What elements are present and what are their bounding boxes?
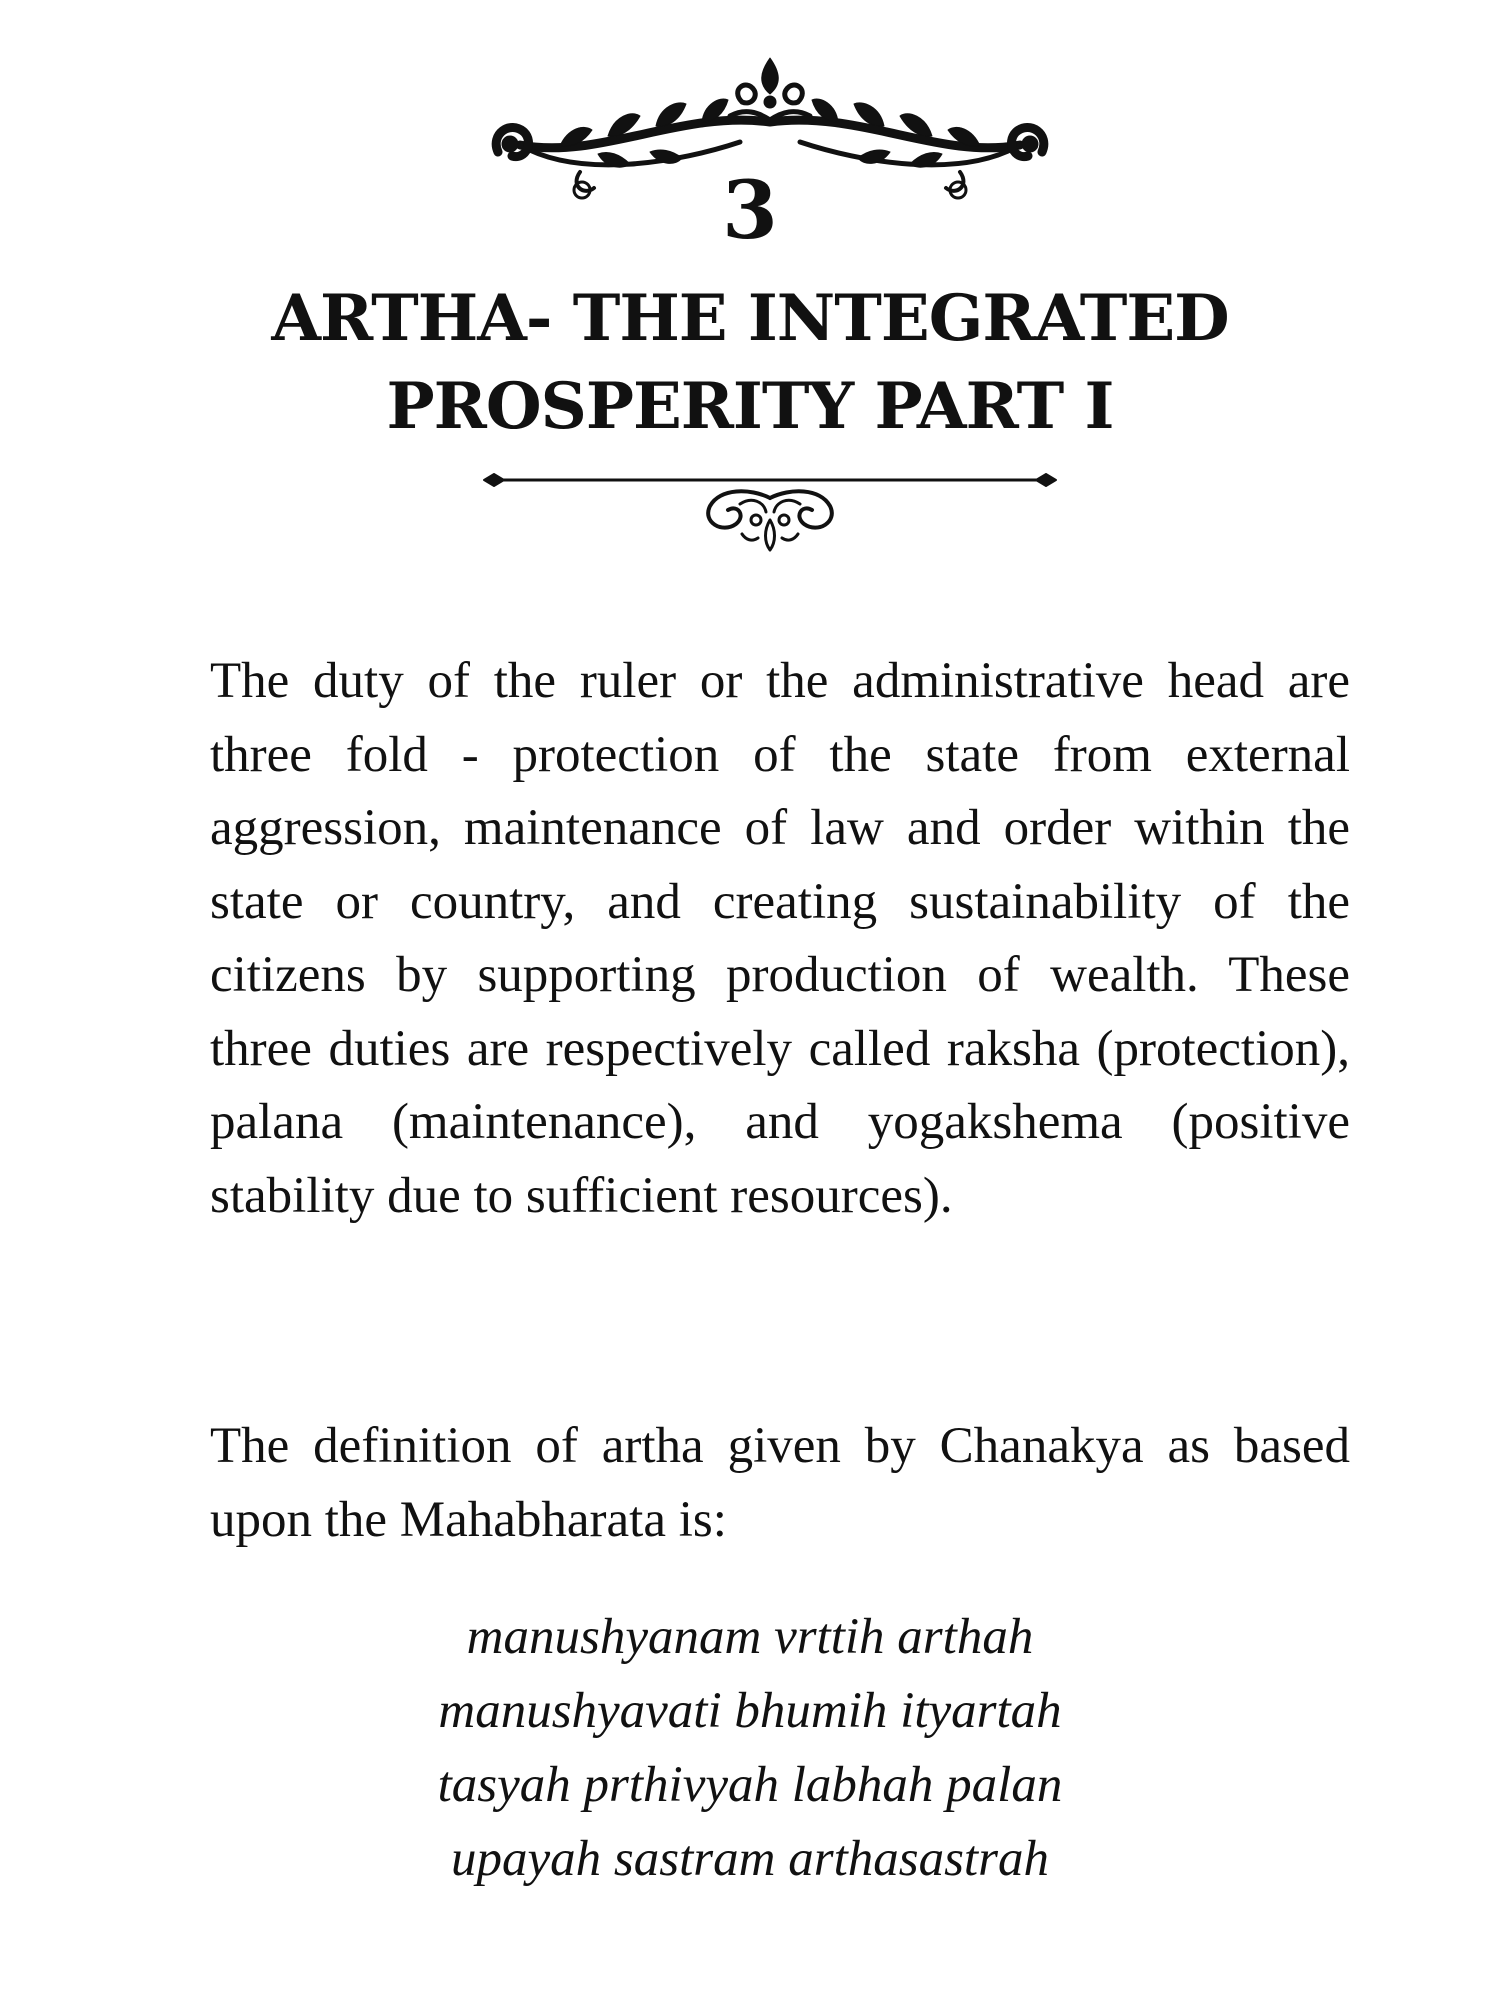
verse-line: manushyavati bhumih ityartah — [438, 1683, 1062, 1739]
sanskrit-verse — [0, 1600, 1500, 1896]
verse-line: manushyanam vrttih arthah — [466, 1609, 1034, 1665]
divider-ornament — [480, 458, 1060, 558]
verse-line: tasyah prthivyah labhah palan — [437, 1757, 1063, 1813]
chapter-title-line: ARTHA- THE INTEGRATED — [271, 281, 1229, 356]
body-paragraph-duties: The duty of the ruler or the administrative head are three fold - protection of the state from external aggression, maintenance of law and order within the state or country, and creating sustainability of the citizens by supporting production of wealth. These three duties are respectively called raksha (protection), palana (maintenance), and yogakshema (positive stability due to sufficient resources). — [210, 653, 1350, 1224]
verse-line: upayah sastram arthasastrah — [451, 1831, 1049, 1887]
chapter-number: 3 — [722, 163, 778, 257]
body-paragraph-definition: The definition of artha given by Chanakya as based upon the Mahabharata is: — [210, 1418, 1350, 1548]
chapter-title-line: PROSPERITY PART I — [386, 369, 1114, 444]
chapter-title — [0, 275, 1500, 451]
